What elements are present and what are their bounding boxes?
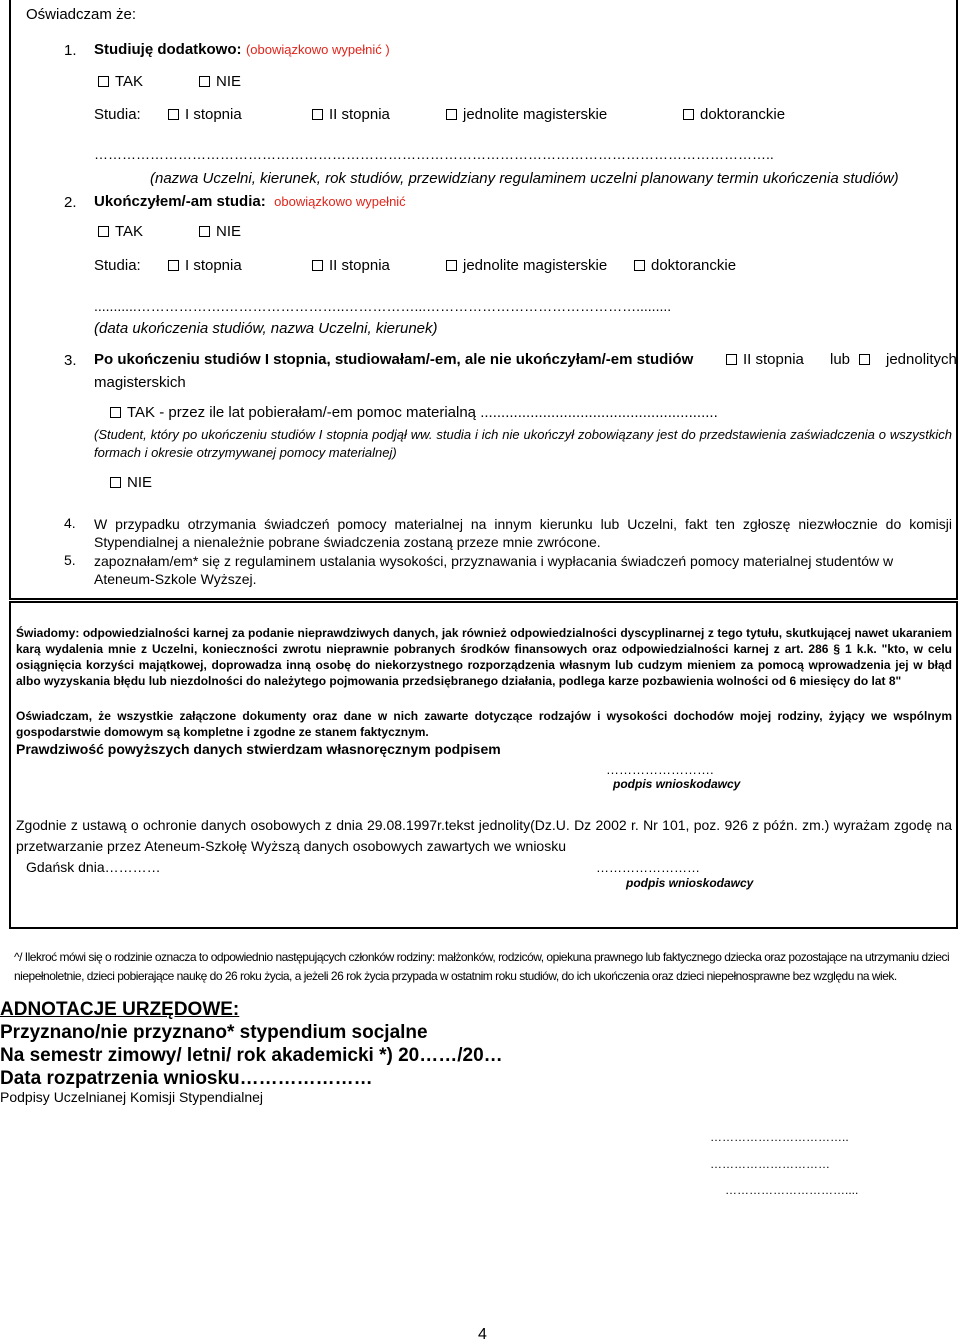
intro-text: Oświadczam że:	[26, 6, 137, 23]
item3-opt-second-degree[interactable]: II stopnia	[726, 351, 804, 368]
official-heading: ADNOTACJE URZĘDOWE:	[0, 999, 240, 1020]
item2-opt-doctoral[interactable]: doktoranckie	[634, 257, 736, 274]
item1-heading	[94, 41, 390, 59]
official-line-2: Na semestr zimowy/ letni/ rok akademicki *) 20……/20…	[0, 1045, 503, 1066]
item1-no[interactable]: NIE	[199, 73, 241, 90]
item2-no[interactable]: NIE	[199, 223, 241, 240]
item4-text: W przypadku otrzymania świadczeń pomocy materialnej na innym kierunku lub Uczelni, fakt ten zgłoszę niezwłocznie do komisji Stypendialnej a nienależnie pobrane świadczenia zostaną przeze mnie zwrócone.	[94, 516, 952, 550]
item2-heading	[94, 193, 406, 211]
item1-number: 1.	[64, 42, 77, 59]
signature-dots-5: …………………………....	[725, 1183, 859, 1197]
item4-number: 4.	[64, 515, 76, 531]
awareness-statement: Świadomy: odpowiedzialności karnej za podanie nieprawdziwych danych, jak również odpowiedzialności dyscyplinarnej z tego tytułu, skutkującej nawet ukaraniem karą wydalenia mnie z Uczelni, konieczności zwrotu nieprawnie pobranych środków finansowych oraz odpowiedzialności karnej z art. 286 § 1 k.k. "kto, w celu osiągnięcia korzyści majątkowej, doprowadza inną osobę do niekorzystnego rozporządzenia własnym lub cudzym mieniem za pomocą wprowadzenia jej w błąd albo wyzyskania błędu lub niezdolności do należytego pojmowania przedsiębranego działania, podlega karze pozbawienia wolności od 6 miesięcy do lat 8"	[16, 626, 952, 688]
checkbox-icon[interactable]	[199, 226, 210, 237]
item1-caption: (nazwa Uczelni, kierunek, rok studiów, przewidziany regulaminem uczelni planowany termin ukończenia studiów)	[150, 170, 899, 187]
item2-opt-first-degree[interactable]: I stopnia	[168, 257, 242, 274]
place-date: Gdańsk dnia…………	[26, 859, 161, 875]
checkbox-icon[interactable]	[446, 109, 457, 120]
item5-number: 5.	[64, 552, 76, 568]
item2-studies-label: Studia:	[94, 257, 141, 274]
item3-no[interactable]: NIE	[110, 474, 152, 491]
item1-studies-label: Studia:	[94, 106, 141, 123]
item1-opt-doctoral[interactable]: doktoranckie	[683, 106, 785, 123]
confirmation-statement: Prawdziwość powyższych danych stwierdzam własnoręcznym podpisem	[16, 741, 501, 757]
official-line-1: Przyznano/nie przyznano* stypendium socjalne	[0, 1022, 428, 1043]
item2-note: obowiązkowo wypełnić	[274, 194, 406, 209]
item1-opt-masters[interactable]: jednolite magisterskie	[446, 106, 607, 123]
item1-yes[interactable]: TAK	[98, 73, 143, 90]
item3-number: 3.	[64, 352, 77, 369]
item2-opt-masters[interactable]: jednolite magisterskie	[446, 257, 607, 274]
signature-dots-4: …………………………	[710, 1157, 830, 1171]
checkbox-icon[interactable]	[312, 109, 323, 120]
signature-label-2: podpis wnioskodawcy	[626, 876, 754, 890]
item1-title: Studiuję dodatkowo:	[94, 41, 242, 58]
checkbox-icon[interactable]	[110, 407, 121, 418]
checkbox-icon[interactable]	[110, 477, 121, 488]
item3-opt-masters[interactable]: jednolitych	[859, 351, 957, 368]
item2-dots-line: ...........……………….……………………..……………...……………………………………….........	[94, 298, 672, 314]
checkbox-icon[interactable]	[446, 260, 457, 271]
item3-note: (Student, który po ukończeniu studiów I stopnia podjął ww. studia i ich nie ukończył zobowiązany jest do przedstawienia zaświadczenia o wszystkich formach i okresie otrzymywanej pomocy materialnej)	[94, 427, 952, 460]
data-protection-consent: Zgodnie z ustawą o ochronie danych osobowych z dnia 29.08.1997r.tekst jednolity(Dz.U. Dz 2002 r. Nr 101, poz. 926 z późn. zm.) wyrażam zgodę na przetwarzanie przez Ateneum-Szkołę Wyższą danych osobowych zawartych we wniosku	[16, 817, 952, 854]
item2-opt-second-degree[interactable]: II stopnia	[312, 257, 390, 274]
item3-or: lub	[830, 351, 851, 368]
item1-opt-first-degree[interactable]: I stopnia	[168, 106, 242, 123]
checkbox-icon[interactable]	[168, 109, 179, 120]
item3-text-a: Po ukończeniu studiów I stopnia, studiowałam/-em, ale nie ukończyłam/-em studiów	[94, 351, 694, 368]
commission-signatures: Podpisy Uczelnianej Komisji Stypendialnej	[0, 1089, 264, 1105]
item1-opt-second-degree[interactable]: II stopnia	[312, 106, 390, 123]
item2-yes[interactable]: TAK	[98, 223, 143, 240]
checkbox-icon[interactable]	[98, 76, 109, 87]
item2-caption: (data ukończenia studiów, nazwa Uczelni, kierunek)	[94, 320, 438, 337]
checkbox-icon[interactable]	[859, 354, 870, 365]
checkbox-icon[interactable]	[98, 226, 109, 237]
item3-yes[interactable]: TAK - przez ile lat pobierałam/-em pomoc materialną .........................................................	[110, 404, 718, 421]
signature-dots-1: …………………….	[606, 762, 714, 777]
checkbox-icon[interactable]	[634, 260, 645, 271]
item1-dots-line: ………………………………………………………………………………………………………………………………..	[94, 146, 774, 162]
checkbox-icon[interactable]	[168, 260, 179, 271]
page-number: 4	[478, 1326, 487, 1343]
official-line-3: Data rozpatrzenia wniosku…………………	[0, 1068, 373, 1089]
item5-text: zapoznałam/em* się z regulaminem ustalania wysokości, przyznawania i wypłacania świadczeń pomocy materialnej studentów w Ateneum-Szkole Wyższej.	[94, 553, 894, 587]
signature-label-1: podpis wnioskodawcy	[613, 777, 741, 791]
attachments-statement: Oświadczam, że wszystkie załączone dokumenty oraz dane w nich zawarte dotyczące rodzajów i wysokości dochodów mojej rodziny, żyjący we wspólnym gospodarstwie domowym są kompletne i zgodne ze stanem faktycznym.	[16, 709, 952, 739]
item3-text-b: magisterskich	[94, 374, 186, 391]
footnote: ^/ Ilekroć mówi się o rodzinie oznacza to odpowiednio następujących członków rodziny: małżonków, rodziców, opiekuna prawnego lub faktycznego dziecka oraz pozostające na utrzymaniu dzieci niepełnoletnie, dzieci pobierające naukę do 26 roku życia, a jeżeli 26 rok życia przypada w ostatnim roku studiów, do ich ukończenia oraz dzieci niepełnosprawne bez względu na wiek.	[14, 950, 950, 983]
checkbox-icon[interactable]	[726, 354, 737, 365]
item1-note: (obowiązkowo wypełnić )	[245, 42, 390, 57]
item2-number: 2.	[64, 194, 77, 211]
item2-title: Ukończyłem/-am studia:	[94, 193, 266, 210]
signature-dots-2: ……………………	[596, 860, 700, 875]
checkbox-icon[interactable]	[199, 76, 210, 87]
checkbox-icon[interactable]	[312, 260, 323, 271]
signature-dots-3: ……………………………..	[710, 1130, 849, 1144]
checkbox-icon[interactable]	[683, 109, 694, 120]
